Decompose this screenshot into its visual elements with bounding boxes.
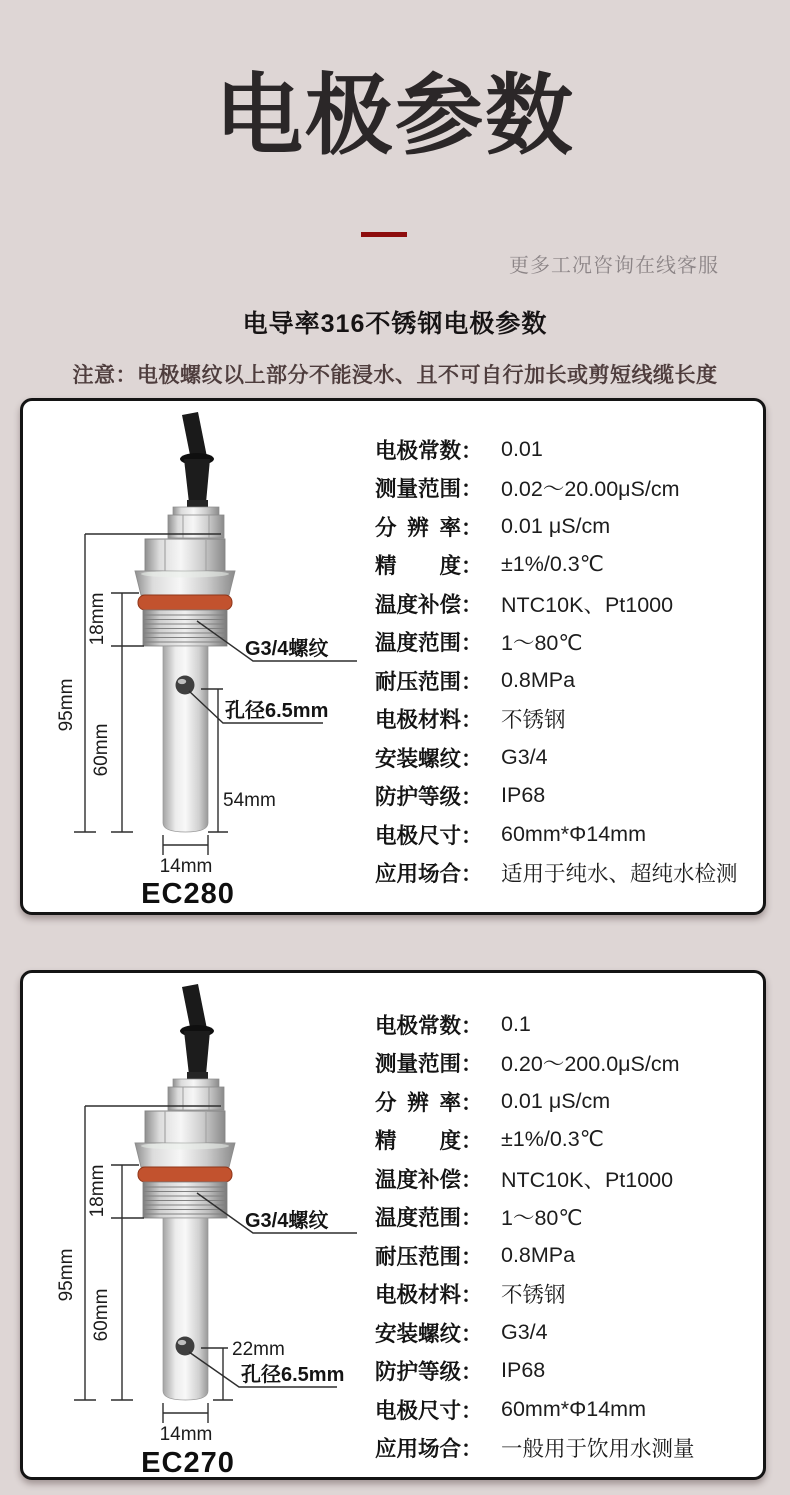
spec-label: 耐压范围： <box>375 669 483 694</box>
spec-row <box>375 1198 753 1237</box>
model-label: EC280 <box>141 878 235 910</box>
spec-value: ±1%/0.3℃ <box>501 552 604 577</box>
spec-label: 精 度： <box>375 1129 483 1154</box>
spec-row <box>375 430 753 469</box>
thread-section <box>143 610 227 646</box>
spec-value: G3/4 <box>501 744 548 769</box>
spec-row <box>375 623 753 662</box>
o-ring <box>138 595 232 610</box>
spec-value: 60mm*Φ14mm <box>501 1396 646 1421</box>
model-label: EC270 <box>141 1447 235 1479</box>
spec-row <box>375 738 753 777</box>
spec-label: 精 度： <box>375 554 483 579</box>
spec-row <box>375 1082 753 1121</box>
spec-label: 电极尺寸： <box>375 823 483 848</box>
spec-label: 安装螺纹： <box>375 746 483 771</box>
spec-label: 分 辨 率： <box>375 515 483 540</box>
spec-label: 安装螺纹： <box>375 1321 483 1346</box>
spec-label: 电极材料： <box>375 708 483 733</box>
spec-value: 0.01 <box>501 436 543 461</box>
spec-row <box>375 1352 753 1391</box>
dim-thread-section: 18mm <box>87 1164 108 1218</box>
warning-note: 注意：电极螺纹以上部分不能浸水、且不可自行加长或剪短线缆长度 <box>72 364 718 387</box>
shaft <box>163 646 208 832</box>
spec-row <box>375 700 753 739</box>
product-diagram-ec270 <box>25 975 370 1480</box>
spec-row <box>375 1429 753 1468</box>
spec-value: NTC10K、Pt1000 <box>501 592 674 617</box>
spec-row <box>375 546 753 585</box>
spec-value: 0.20～200.0μS/cm <box>501 1052 680 1077</box>
spec-row <box>375 777 753 816</box>
thread-section <box>143 1182 227 1218</box>
spec-label: 电极材料： <box>375 1283 483 1308</box>
spec-row <box>375 507 753 546</box>
spec-value: 适用于纯水、超纯水检测 <box>501 862 738 887</box>
cable-boot <box>184 459 210 503</box>
spec-value: ±1%/0.3℃ <box>501 1127 604 1152</box>
spec-label: 电极尺寸： <box>375 1398 483 1423</box>
spec-label: 测量范围： <box>375 1052 483 1077</box>
electrode-illustration <box>135 984 235 1400</box>
spec-value: 0.01 μS/cm <box>501 1088 611 1113</box>
cable-boot <box>184 1031 210 1075</box>
shaft <box>163 1218 208 1400</box>
sensor-hole <box>176 1337 195 1356</box>
spec-value: 不锈钢 <box>501 708 566 733</box>
spec-row <box>375 584 753 623</box>
callout-hole-diameter: 孔径6.5mm <box>225 700 329 722</box>
spec-list-ec280 <box>375 430 753 892</box>
spec-row <box>375 661 753 700</box>
product-card-ec280 <box>20 398 766 915</box>
spec-label: 应用场合： <box>375 862 483 887</box>
spec-row <box>375 469 753 508</box>
cable <box>182 984 207 1032</box>
spec-label: 应用场合： <box>375 1437 483 1462</box>
dim-hole-offset: 22mm <box>232 1339 285 1360</box>
spec-value: 0.1 <box>501 1011 531 1036</box>
spec-row <box>375 1313 753 1352</box>
spec-label: 温度范围： <box>375 631 483 656</box>
spec-value: 0.02～20.00μS/cm <box>501 477 680 502</box>
spec-row <box>375 1390 753 1429</box>
spec-value: 0.01 μS/cm <box>501 513 611 538</box>
spec-value: IP68 <box>501 1358 546 1383</box>
spec-list-ec270 <box>375 1005 753 1467</box>
product-card-ec270 <box>20 970 766 1480</box>
spec-row <box>375 1005 753 1044</box>
sensor-hole <box>176 676 195 695</box>
spec-row <box>375 854 753 893</box>
spec-value: 不锈钢 <box>501 1283 566 1308</box>
big-hex-nut <box>145 1111 225 1143</box>
cable <box>182 412 207 460</box>
spec-value: 0.8MPa <box>501 1242 576 1267</box>
spec-label: 分 辨 率： <box>375 1090 483 1115</box>
big-hex-nut <box>145 539 225 571</box>
spec-value: 1～80℃ <box>501 1206 583 1231</box>
section-title: 电导率316不锈钢电极参数 <box>242 310 548 338</box>
spec-row <box>375 1044 753 1083</box>
spec-value: 1～80℃ <box>501 631 583 656</box>
dim-shaft-length: 60mm <box>91 723 112 777</box>
spec-value: 一般用于饮用水测量 <box>501 1437 695 1462</box>
spec-value: 60mm*Φ14mm <box>501 821 646 846</box>
spec-row <box>375 1275 753 1314</box>
callout-thread-type: G3/4螺纹 <box>245 1210 329 1232</box>
dim-total-height: 95mm <box>56 1248 77 1302</box>
spec-label: 温度补偿： <box>375 1167 483 1192</box>
dim-total-height: 95mm <box>56 678 77 732</box>
spec-value: G3/4 <box>501 1319 548 1344</box>
spec-label: 电极常数： <box>375 1013 483 1038</box>
page-title: 电极参数 <box>214 66 575 165</box>
dim-shaft-length: 60mm <box>91 1288 112 1342</box>
spec-value: NTC10K、Pt1000 <box>501 1167 674 1192</box>
dim-hole-to-tip: 54mm <box>223 790 276 811</box>
spec-label: 温度补偿： <box>375 592 483 617</box>
dim-diameter: 14mm <box>159 856 213 877</box>
o-ring <box>138 1167 232 1182</box>
electrode-illustration <box>135 412 235 832</box>
callout-thread-type: G3/4螺纹 <box>245 638 329 660</box>
spec-label: 温度范围： <box>375 1206 483 1231</box>
spec-label: 电极常数： <box>375 438 483 463</box>
spec-row <box>375 1236 753 1275</box>
spec-row <box>375 1121 753 1160</box>
spec-value: 0.8MPa <box>501 667 576 692</box>
spec-label: 测量范围： <box>375 477 483 502</box>
spec-label: 防护等级： <box>375 1360 483 1385</box>
title-divider <box>361 232 407 237</box>
spec-label: 防护等级： <box>375 785 483 810</box>
spec-label: 耐压范围： <box>375 1244 483 1269</box>
contact-note: 更多工况咨询在线客服 <box>509 255 719 277</box>
spec-row <box>375 1159 753 1198</box>
spec-value: IP68 <box>501 783 546 808</box>
spec-row <box>375 815 753 854</box>
product-diagram-ec280 <box>25 403 370 913</box>
dim-thread-section: 18mm <box>87 592 108 646</box>
dim-diameter: 14mm <box>159 1424 213 1445</box>
callout-hole-diameter: 孔径6.5mm <box>241 1364 345 1386</box>
